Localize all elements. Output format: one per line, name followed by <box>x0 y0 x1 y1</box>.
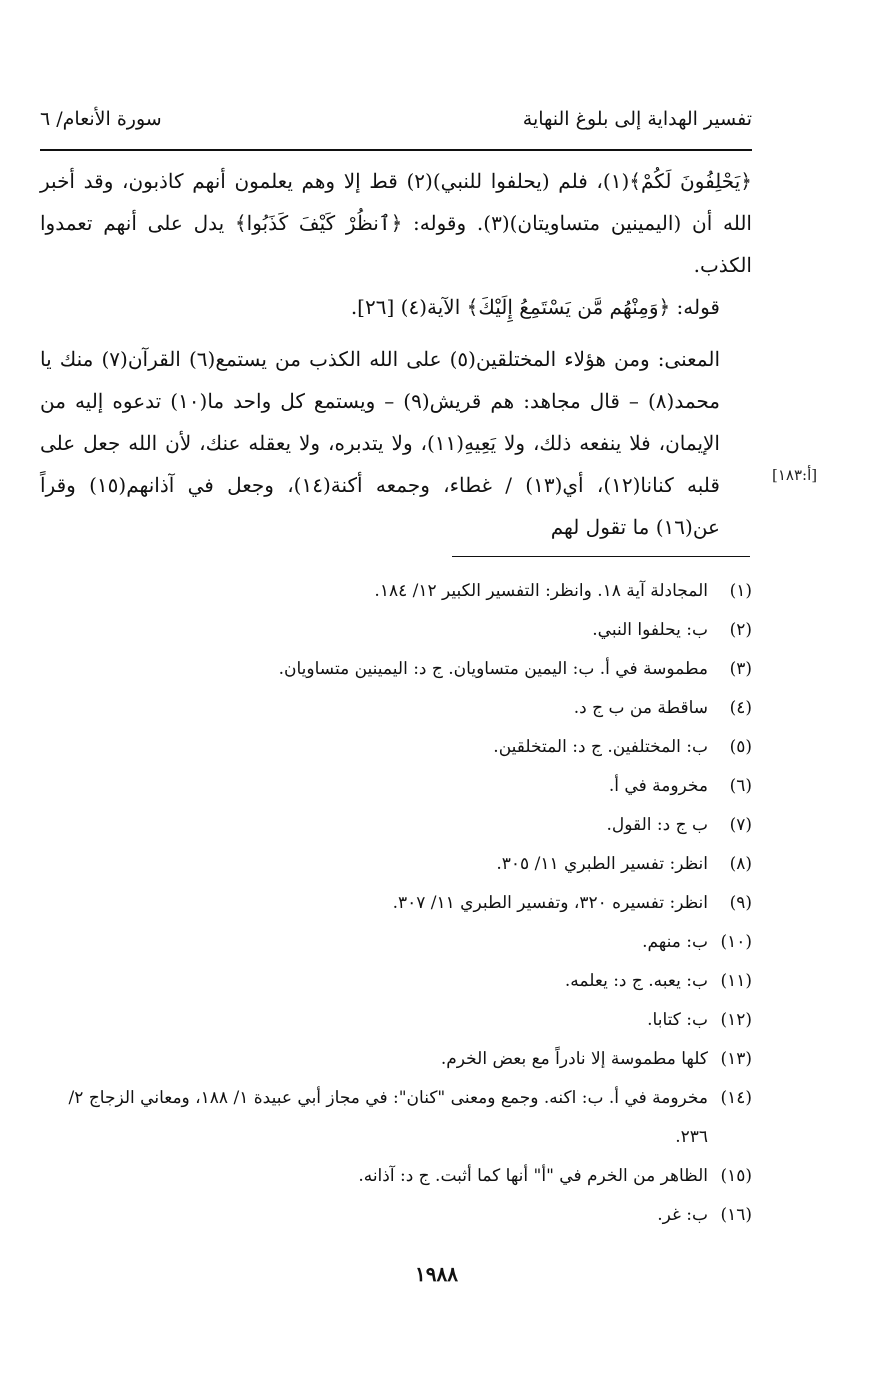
footnote-number: (١٥) <box>720 1166 752 1186</box>
footnote-item <box>40 923 752 962</box>
footnote-number: (١٦) <box>720 1205 752 1225</box>
text-paragraph: المعنى: ومن هؤلاء المختلقين(٥) على الله الكذب من يستمع(٦) القرآن(٧) منك يا محمد(٨) – قال مجاهد: هم قريش(٩) – ويستمع كل واحد ما(١٠) تدعوه إليه من الإيمان، فلا ينفعه ذلك، ولا يَعِيهِ(١١)، ولا يتدبره، ولا يعقله عنك، لأن الله جعل على قلبه كنانا(١٢)، أي(١٣) / غطاء، وجمعه أكنة(١٤)، وجعل في آذانهم(١٥) وقراً عن(١٦) ما تقول لهم <box>40 347 721 539</box>
main-text <box>40 160 752 548</box>
footnote-number: (٨) <box>729 854 752 874</box>
surah-label: سورة الأنعام/ ٦ <box>40 108 162 130</box>
footnote-text: المجادلة آية ١٨. وانظر: التفسير الكبير ١٢/ ١٨٤. <box>374 581 708 601</box>
footnote-text: ب: كتابا. <box>647 1010 708 1030</box>
footnote-number: (١) <box>729 581 752 601</box>
footnote-number: (٩) <box>729 893 752 913</box>
footnote-item <box>40 689 752 728</box>
footnote-item <box>40 611 752 650</box>
footnote-text: كلها مطموسة إلا نادراً مع بعض الخرم. <box>440 1049 708 1069</box>
footnote-number: (١٤) <box>720 1088 752 1108</box>
footnote-text: انظر: تفسيره ٣٢٠، وتفسير الطبري ١١/ ٣٠٧. <box>392 893 708 913</box>
footnote-item <box>40 767 752 806</box>
footnote-number: (٦) <box>729 776 752 796</box>
footnote-number: (١٠) <box>720 932 752 952</box>
text-line-1: ﴿يَحْلِفُونَ لَكُمْ﴾(١)، فلم (يحلفوا للنبي)(٢) قط إلا وهم يعلمون أنهم كاذبون، وقد أخبر الله أن (اليمينين متساويتان)(٣). وقوله: ﴿ٱنظُرْ كَيْفَ كَذَبُوا﴾ يدل على أنهم تعمدوا الكذب. <box>40 169 753 277</box>
footnote-item <box>40 1196 752 1235</box>
footnote-text: ساقطة من ب ج د. <box>573 698 708 718</box>
footnote-text: مطموسة في أ. ب: اليمين متساويان. ج د: اليمينين متساويان. <box>278 659 708 679</box>
manuscript-folio-note: [أ:١٨٣] <box>772 466 818 484</box>
footnote-rule <box>452 556 750 557</box>
running-header <box>40 108 752 144</box>
footnote-item <box>40 1079 752 1157</box>
footnote-item <box>40 1157 752 1196</box>
footnote-text: انظر: تفسير الطبري ١١/ ٣٠٥. <box>496 854 708 874</box>
footnote-text: ب ج د: القول. <box>606 815 708 835</box>
footnote-item <box>40 806 752 845</box>
footnotes-list <box>40 572 752 1235</box>
footnote-number: (٢) <box>729 620 752 640</box>
footnote-item <box>40 572 752 611</box>
footnote-number: (١٢) <box>720 1010 752 1030</box>
footnote-item <box>40 962 752 1001</box>
footnote-item <box>40 650 752 689</box>
footnote-item <box>40 884 752 923</box>
footnote-item <box>40 728 752 767</box>
text-line-2: قوله: ﴿وَمِنْهُم مَّن يَسْتَمِعُ إِلَيْكَ﴾ الآية(٤) [٢٦]. <box>350 295 720 319</box>
footnote-text: ب: يحلفوا النبي. <box>592 620 708 640</box>
footnote-text: ب: المختلفين. ج د: المتخلقين. <box>493 737 708 757</box>
footnote-text: مخرومة في أ. <box>608 776 708 796</box>
footnote-number: (٧) <box>729 815 752 835</box>
footnote-number: (١٣) <box>720 1049 752 1069</box>
footnote-item <box>40 1001 752 1040</box>
footnote-item <box>40 1040 752 1079</box>
footnote-item <box>40 845 752 884</box>
book-title: تفسير الهداية إلى بلوغ النهاية <box>522 108 752 130</box>
footnote-text: ب: يعبه. ج د: يعلمه. <box>564 971 708 991</box>
header-rule <box>40 149 752 151</box>
page-number: ١٩٨٨ <box>415 1262 458 1286</box>
footnote-text: ب: غر. <box>657 1205 708 1225</box>
footnote-text: مخرومة في أ. ب: اكنه. وجمع ومعنى "كنان": في مجاز أبي عبيدة ١/ ١٨٨، ومعاني الزجاج ٢/ ٢٣٦. <box>68 1088 708 1147</box>
footnote-number: (٣) <box>729 659 752 679</box>
footnote-number: (٤) <box>729 698 752 718</box>
footnote-text: ب: منهم. <box>642 932 708 952</box>
footnote-number: (٥) <box>729 737 752 757</box>
footnote-text: الظاهر من الخرم في "أ" أنها كما أثبت. ج د: آذانه. <box>358 1166 708 1186</box>
footnote-number: (١١) <box>720 971 752 991</box>
